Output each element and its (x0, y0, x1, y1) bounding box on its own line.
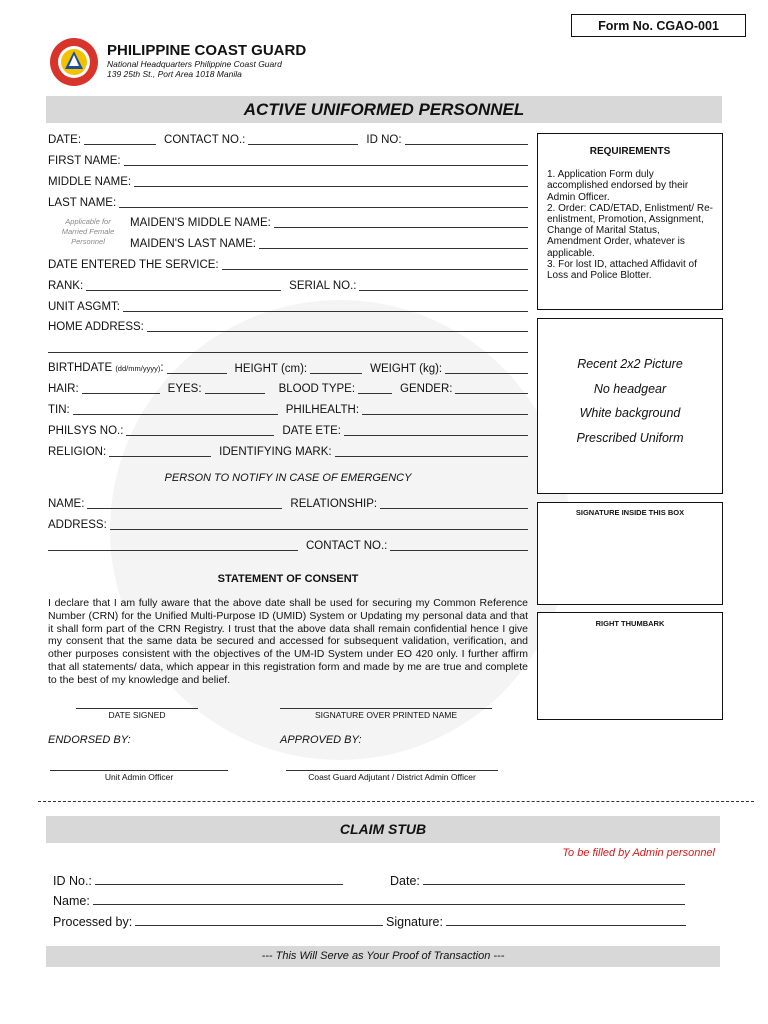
claim-row-name (53, 890, 685, 908)
last-name-field[interactable] (119, 196, 528, 208)
row-rank-serial (48, 278, 528, 294)
claim-row-id (53, 870, 343, 888)
unit-admin-line[interactable] (50, 770, 228, 782)
row-emergency-address (48, 517, 528, 533)
proof-note: --- This Will Serve as Your Proof of Transaction --- (46, 946, 720, 967)
first-name-field[interactable] (124, 154, 528, 166)
unit-admin-label: Unit Admin Officer (50, 770, 228, 782)
row-religion-mark (48, 444, 528, 460)
date-field[interactable] (84, 133, 156, 145)
emergency-heading: PERSON TO NOTIFY IN CASE OF EMERGENCY (164, 472, 412, 484)
maiden-last-label: MAIDEN'S LAST NAME: (130, 238, 256, 250)
height-label: HEIGHT (cm): (234, 363, 308, 375)
weight-field[interactable] (445, 362, 528, 374)
consent-text: I declare that I am fully aware that the above date shall be used for securing my Common Reference Number (CRN) for the Unified Multi-Purpose ID (UMID) System or Updating my personal data and that it shall form part of the CRN Registry. I trust that the above data shall remain confidential hence I give my consent that the same data be secured and accessed for subsequent validation, verification, and other purposes consistent with the objectives of the UM-ID System under EO 420 only. I further affirm that all statements/ data, which appear in this registration form and made by me are true and complete to the best of my knowledge and belief. (48, 597, 528, 686)
maiden-note: Applicable for Married Female Personnel (61, 217, 115, 246)
maiden-last-field[interactable] (259, 237, 528, 249)
signature-box-label: SIGNATURE INSIDE THIS BOX (575, 508, 685, 517)
date-label: DATE: (48, 134, 82, 146)
form-title: ACTIVE UNIFORMED PERSONNEL (46, 96, 722, 123)
maiden-middle-label: MAIDEN'S MIDDLE NAME: (130, 217, 271, 229)
date-entered-field[interactable] (222, 258, 528, 270)
height-field[interactable] (310, 362, 362, 374)
unit-asgmt-label: UNIT ASGMT: (48, 301, 120, 313)
last-name-label: LAST NAME: (48, 197, 117, 209)
row-unit-asgmt (48, 299, 528, 315)
date-entered-label: DATE ENTERED THE SERVICE: (48, 259, 219, 271)
maiden-middle-field[interactable] (274, 216, 528, 228)
org-address (107, 59, 282, 79)
rank-label: RANK: (48, 280, 84, 292)
contact-no-label: CONTACT NO.: (164, 134, 246, 146)
org-address-line1: National Headquarters Philippine Coast Guard (107, 59, 282, 69)
org-name: PHILIPPINE COAST GUARD (107, 42, 307, 59)
row-date-contact-id (48, 132, 528, 148)
date-ete-field[interactable] (344, 424, 528, 436)
middle-name-field[interactable] (134, 175, 528, 187)
requirement-item: 3. For lost ID, attached Affidavit of Loss and Police Blotter. (547, 258, 697, 282)
weight-label: WEIGHT (kg): (370, 363, 443, 375)
middle-name-label: MIDDLE NAME: (48, 176, 132, 188)
coast-guard-logo (49, 37, 99, 87)
birthdate-field[interactable] (167, 362, 227, 374)
admin-note: To be filled by Admin personnel (562, 847, 715, 859)
eyes-field[interactable] (205, 382, 265, 394)
signature-name-label: SIGNATURE OVER PRINTED NAME (280, 708, 492, 720)
cut-line (38, 801, 754, 802)
signature-box[interactable] (537, 502, 723, 605)
row-first-name (48, 153, 528, 169)
picture-instruction: No headgear (593, 381, 667, 396)
philsys-field[interactable] (126, 424, 274, 436)
philhealth-field[interactable] (362, 403, 528, 415)
claim-signature-label: Signature: (386, 915, 443, 929)
row-middle-name (48, 174, 528, 190)
processed-by-field[interactable] (135, 914, 383, 926)
row-maiden-last (130, 236, 528, 252)
row-tin-philhealth (48, 402, 528, 418)
adjutant-line[interactable] (286, 770, 498, 782)
emergency-address-field[interactable] (110, 518, 528, 530)
emergency-name-field[interactable] (87, 497, 282, 509)
rank-field[interactable] (86, 279, 281, 291)
requirement-item: 2. Order: CAD/ETAD, Enlistment/ Re-enlistment, Promotion, Assignment, Change of Marital Status, Amendment Order, whatever is applicable. (547, 202, 713, 259)
id-no-field[interactable] (405, 133, 528, 145)
requirements-box (537, 133, 723, 310)
row-home-address (48, 319, 528, 335)
emergency-address-label: ADDRESS: (48, 519, 107, 531)
eyes-label: EYES: (167, 383, 202, 395)
identifying-mark-field[interactable] (335, 445, 528, 457)
unit-asgmt-field[interactable] (123, 300, 528, 312)
date-signed-line[interactable] (76, 708, 198, 720)
philsys-label: PHILSYS NO.: (48, 425, 124, 437)
claim-row-date (390, 870, 685, 888)
thumbmark-box-label: RIGHT THUMBARK (595, 619, 665, 628)
claim-signature-field[interactable] (446, 914, 686, 926)
religion-label: RELIGION: (48, 446, 107, 458)
home-address-label: HOME ADDRESS: (48, 321, 144, 333)
picture-instruction: Prescribed Uniform (576, 430, 684, 445)
approved-by-label: APPROVED BY: (280, 734, 362, 746)
consent-title: STATEMENT OF CONSENT (217, 573, 359, 585)
claim-date-label: Date: (390, 874, 420, 888)
blood-type-field[interactable] (358, 382, 392, 394)
claim-date-field[interactable] (423, 873, 685, 885)
birthdate-label (48, 360, 167, 377)
emergency-contact-label: CONTACT NO.: (306, 540, 388, 552)
home-address-field[interactable] (147, 320, 528, 332)
claim-id-label: ID No.: (53, 874, 92, 888)
picture-box[interactable] (537, 318, 723, 494)
adjutant-label: Coast Guard Adjutant / District Admin Officer (286, 770, 498, 782)
claim-id-field[interactable] (95, 873, 343, 885)
row-date-entered (48, 257, 528, 273)
claim-row-processed (53, 911, 383, 929)
birthdate-text: BIRTHDATE (48, 362, 113, 374)
birthdate-format: (dd/mm/yyyy) (115, 364, 161, 373)
row-last-name (48, 195, 528, 211)
contact-no-field[interactable] (248, 133, 358, 145)
hair-label: HAIR: (48, 383, 79, 395)
philhealth-label: PHILHEALTH: (285, 404, 360, 416)
date-ete-label: DATE ETE: (282, 425, 341, 437)
blood-type-label: BLOOD TYPE: (278, 383, 356, 395)
claim-name-field[interactable] (93, 893, 685, 905)
row-hair-eyes-blood-gender (48, 381, 528, 397)
row-emergency-contact (48, 538, 528, 554)
serial-no-label: SERIAL NO.: (289, 280, 357, 292)
emergency-name-label: NAME: (48, 498, 85, 510)
claim-name-label: Name: (53, 894, 90, 908)
claim-stub-title: CLAIM STUB (46, 816, 720, 843)
signature-name-line[interactable] (280, 708, 492, 720)
row-maiden-middle (130, 215, 528, 231)
identifying-mark-label: IDENTIFYING MARK: (219, 446, 332, 458)
row-philsys-ete (48, 423, 528, 439)
birthdate-colon: : (160, 362, 164, 374)
id-no-label: ID NO: (366, 134, 402, 146)
first-name-label: FIRST NAME: (48, 155, 121, 167)
relationship-label: RELATIONSHIP: (290, 498, 378, 510)
form-number: Form No. CGAO-001 (571, 14, 746, 37)
emergency-address-field-2[interactable] (48, 539, 298, 551)
picture-instruction: White background (579, 406, 681, 420)
hair-field[interactable] (82, 382, 160, 394)
date-signed-label: DATE SIGNED (76, 708, 198, 720)
claim-row-signature (386, 911, 686, 929)
endorsed-by-label: ENDORSED BY: (48, 734, 131, 746)
thumbmark-box[interactable] (537, 612, 723, 720)
requirements-heading: REQUIREMENTS (589, 146, 671, 157)
requirement-item: 1. Application Form duly accomplished endorsed by their Admin Officer. (547, 169, 689, 203)
row-home-address-2 (48, 340, 528, 356)
org-address-line2: 139 25th St., Port Area 1018 Manila (107, 69, 242, 79)
tin-label: TIN: (48, 404, 70, 416)
row-emergency-name (48, 496, 528, 512)
gender-field[interactable] (455, 382, 528, 394)
tin-field[interactable] (73, 403, 278, 415)
processed-by-label: Processed by: (53, 915, 133, 929)
row-birth-height-weight (48, 361, 528, 377)
gender-label: GENDER: (400, 383, 453, 395)
religion-field[interactable] (109, 445, 211, 457)
relationship-field[interactable] (380, 497, 528, 509)
picture-instruction: Recent 2x2 Picture (577, 357, 683, 371)
serial-no-field[interactable] (359, 279, 528, 291)
emergency-contact-field[interactable] (390, 539, 528, 551)
home-address-field-2[interactable] (48, 341, 528, 353)
